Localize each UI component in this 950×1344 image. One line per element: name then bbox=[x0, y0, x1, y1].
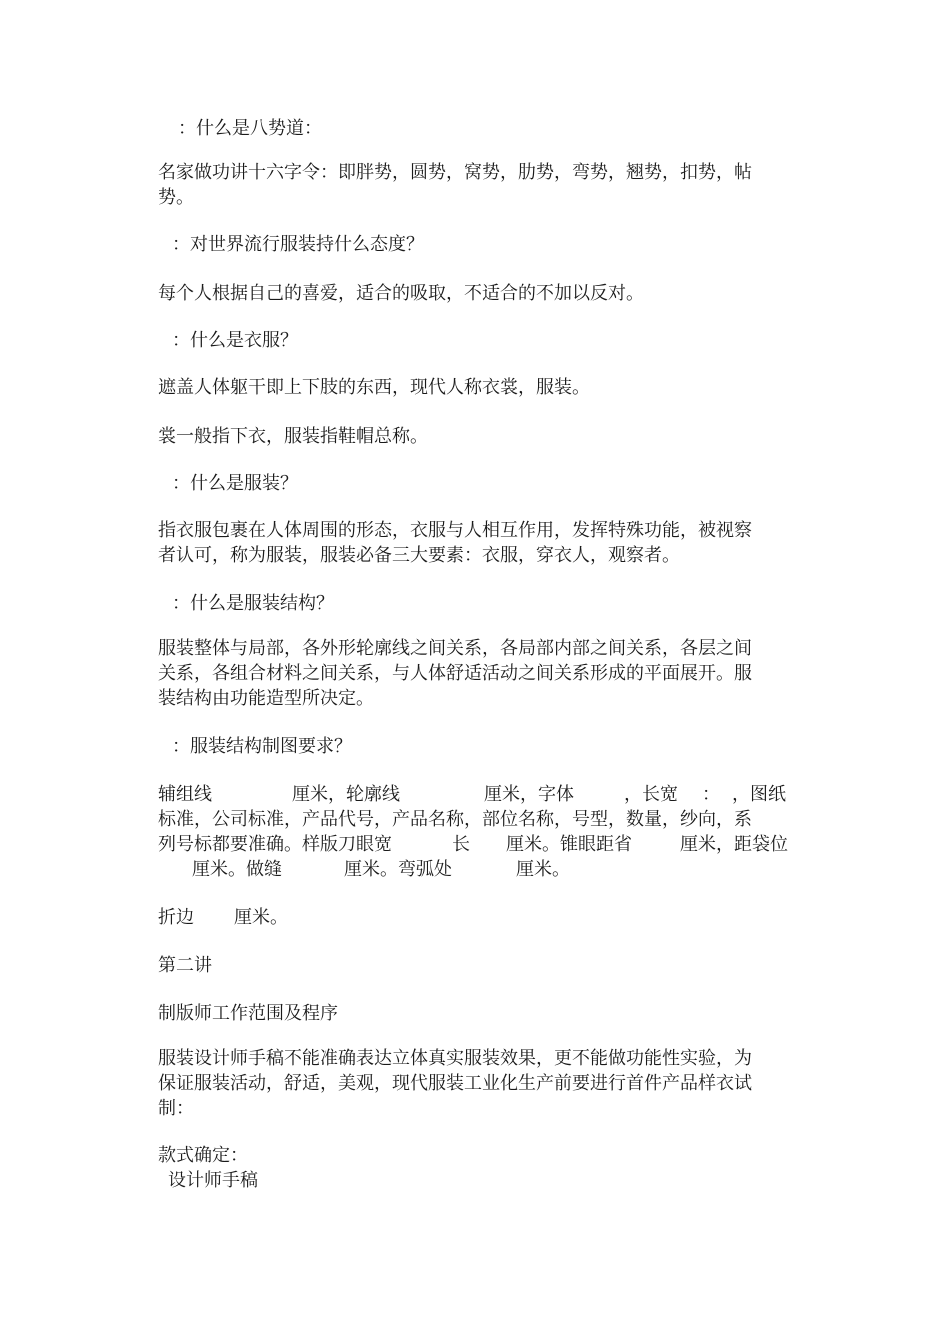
style-confirm-label: 款式确定： bbox=[158, 1145, 248, 1166]
answer-clothes-p1: 遮盖人体躯干即上下肢的东西，现代人称衣裳，服装。 bbox=[158, 377, 590, 398]
drafting-text: ： bbox=[702, 784, 720, 805]
paragraph-line1: 服装设计师手稿不能准确表达立体真实服装效果，更不能做功能性实验，为 bbox=[158, 1048, 752, 1069]
drafting-text: 厘米。弯弧处 bbox=[344, 859, 452, 880]
drafting-text: 长 bbox=[452, 834, 470, 855]
style-confirm-item: 设计师手稿 bbox=[168, 1170, 258, 1191]
question-what-is-clothes: ：什么是衣服？ bbox=[172, 330, 298, 351]
drafting-text: 厘米。 bbox=[234, 907, 288, 928]
drafting-text: 厘米。做缝 bbox=[192, 859, 282, 880]
question-drafting-requirements: ：服装结构制图要求？ bbox=[172, 736, 352, 757]
answer-bashi-line1: 名家做功讲十六字令：即胖势，圆势，窝势，肋势，弯势，翘势，扣势，帖 bbox=[158, 162, 752, 183]
drafting-text: 厘米。 bbox=[516, 859, 570, 880]
drafting-text: 辅组线 bbox=[158, 784, 212, 805]
drafting-text: ，长宽 bbox=[624, 784, 678, 805]
answer-fashion-attitude: 每个人根据自己的喜爱，适合的吸取，不适合的不加以反对。 bbox=[158, 283, 644, 304]
paragraph-line3: 制： bbox=[158, 1098, 194, 1119]
paragraph-line2: 保证服装活动，舒适，美观，现代服装工业化生产前要进行首件产品样衣试 bbox=[158, 1073, 752, 1094]
section-subheading: 制版师工作范围及程序 bbox=[158, 1003, 338, 1024]
answer-garment-line1: 指衣服包裹在人体周围的形态，衣服与人相互作用，发挥特殊功能，被视察 bbox=[158, 520, 752, 541]
answer-clothes-p2: 裳一般指下衣，服装指鞋帽总称。 bbox=[158, 426, 428, 447]
drafting-text: 列号标都要准确。样版刀眼宽 bbox=[158, 834, 392, 855]
question-what-is-garment: ：什么是服装？ bbox=[172, 473, 298, 494]
section-heading-lecture-two: 第二讲 bbox=[158, 955, 212, 976]
answer-garment-line2: 者认可，称为服装，服装必备三大要素：衣服，穿衣人，观察者。 bbox=[158, 545, 680, 566]
answer-structure-line3: 装结构由功能造型所决定。 bbox=[158, 688, 374, 709]
answer-structure-line1: 服装整体与局部，各外形轮廓线之间关系，各局部内部之间关系，各层之间 bbox=[158, 638, 752, 659]
drafting-text: 厘米。锥眼距省 bbox=[506, 834, 632, 855]
answer-bashi-line2: 势。 bbox=[158, 187, 194, 208]
drafting-text: ，图纸 bbox=[732, 784, 786, 805]
drafting-text: 折边 bbox=[158, 907, 194, 928]
answer-drafting-line2: 标准，公司标准，产品代号，产品名称，部位名称，号型，数量，纱向，系 bbox=[158, 809, 752, 830]
drafting-text: 厘米，轮廓线 bbox=[292, 784, 400, 805]
question-bashi: ：什么是八势道： bbox=[178, 118, 322, 139]
answer-structure-line2: 关系，各组合材料之间关系，与人体舒适活动之间关系形成的平面展开。服 bbox=[158, 663, 752, 684]
drafting-text: 厘米，距袋位 bbox=[680, 834, 788, 855]
question-fashion-attitude: ：对世界流行服装持什么态度？ bbox=[172, 234, 424, 255]
drafting-text: 厘米，字体 bbox=[484, 784, 574, 805]
question-garment-structure: ：什么是服装结构？ bbox=[172, 593, 334, 614]
